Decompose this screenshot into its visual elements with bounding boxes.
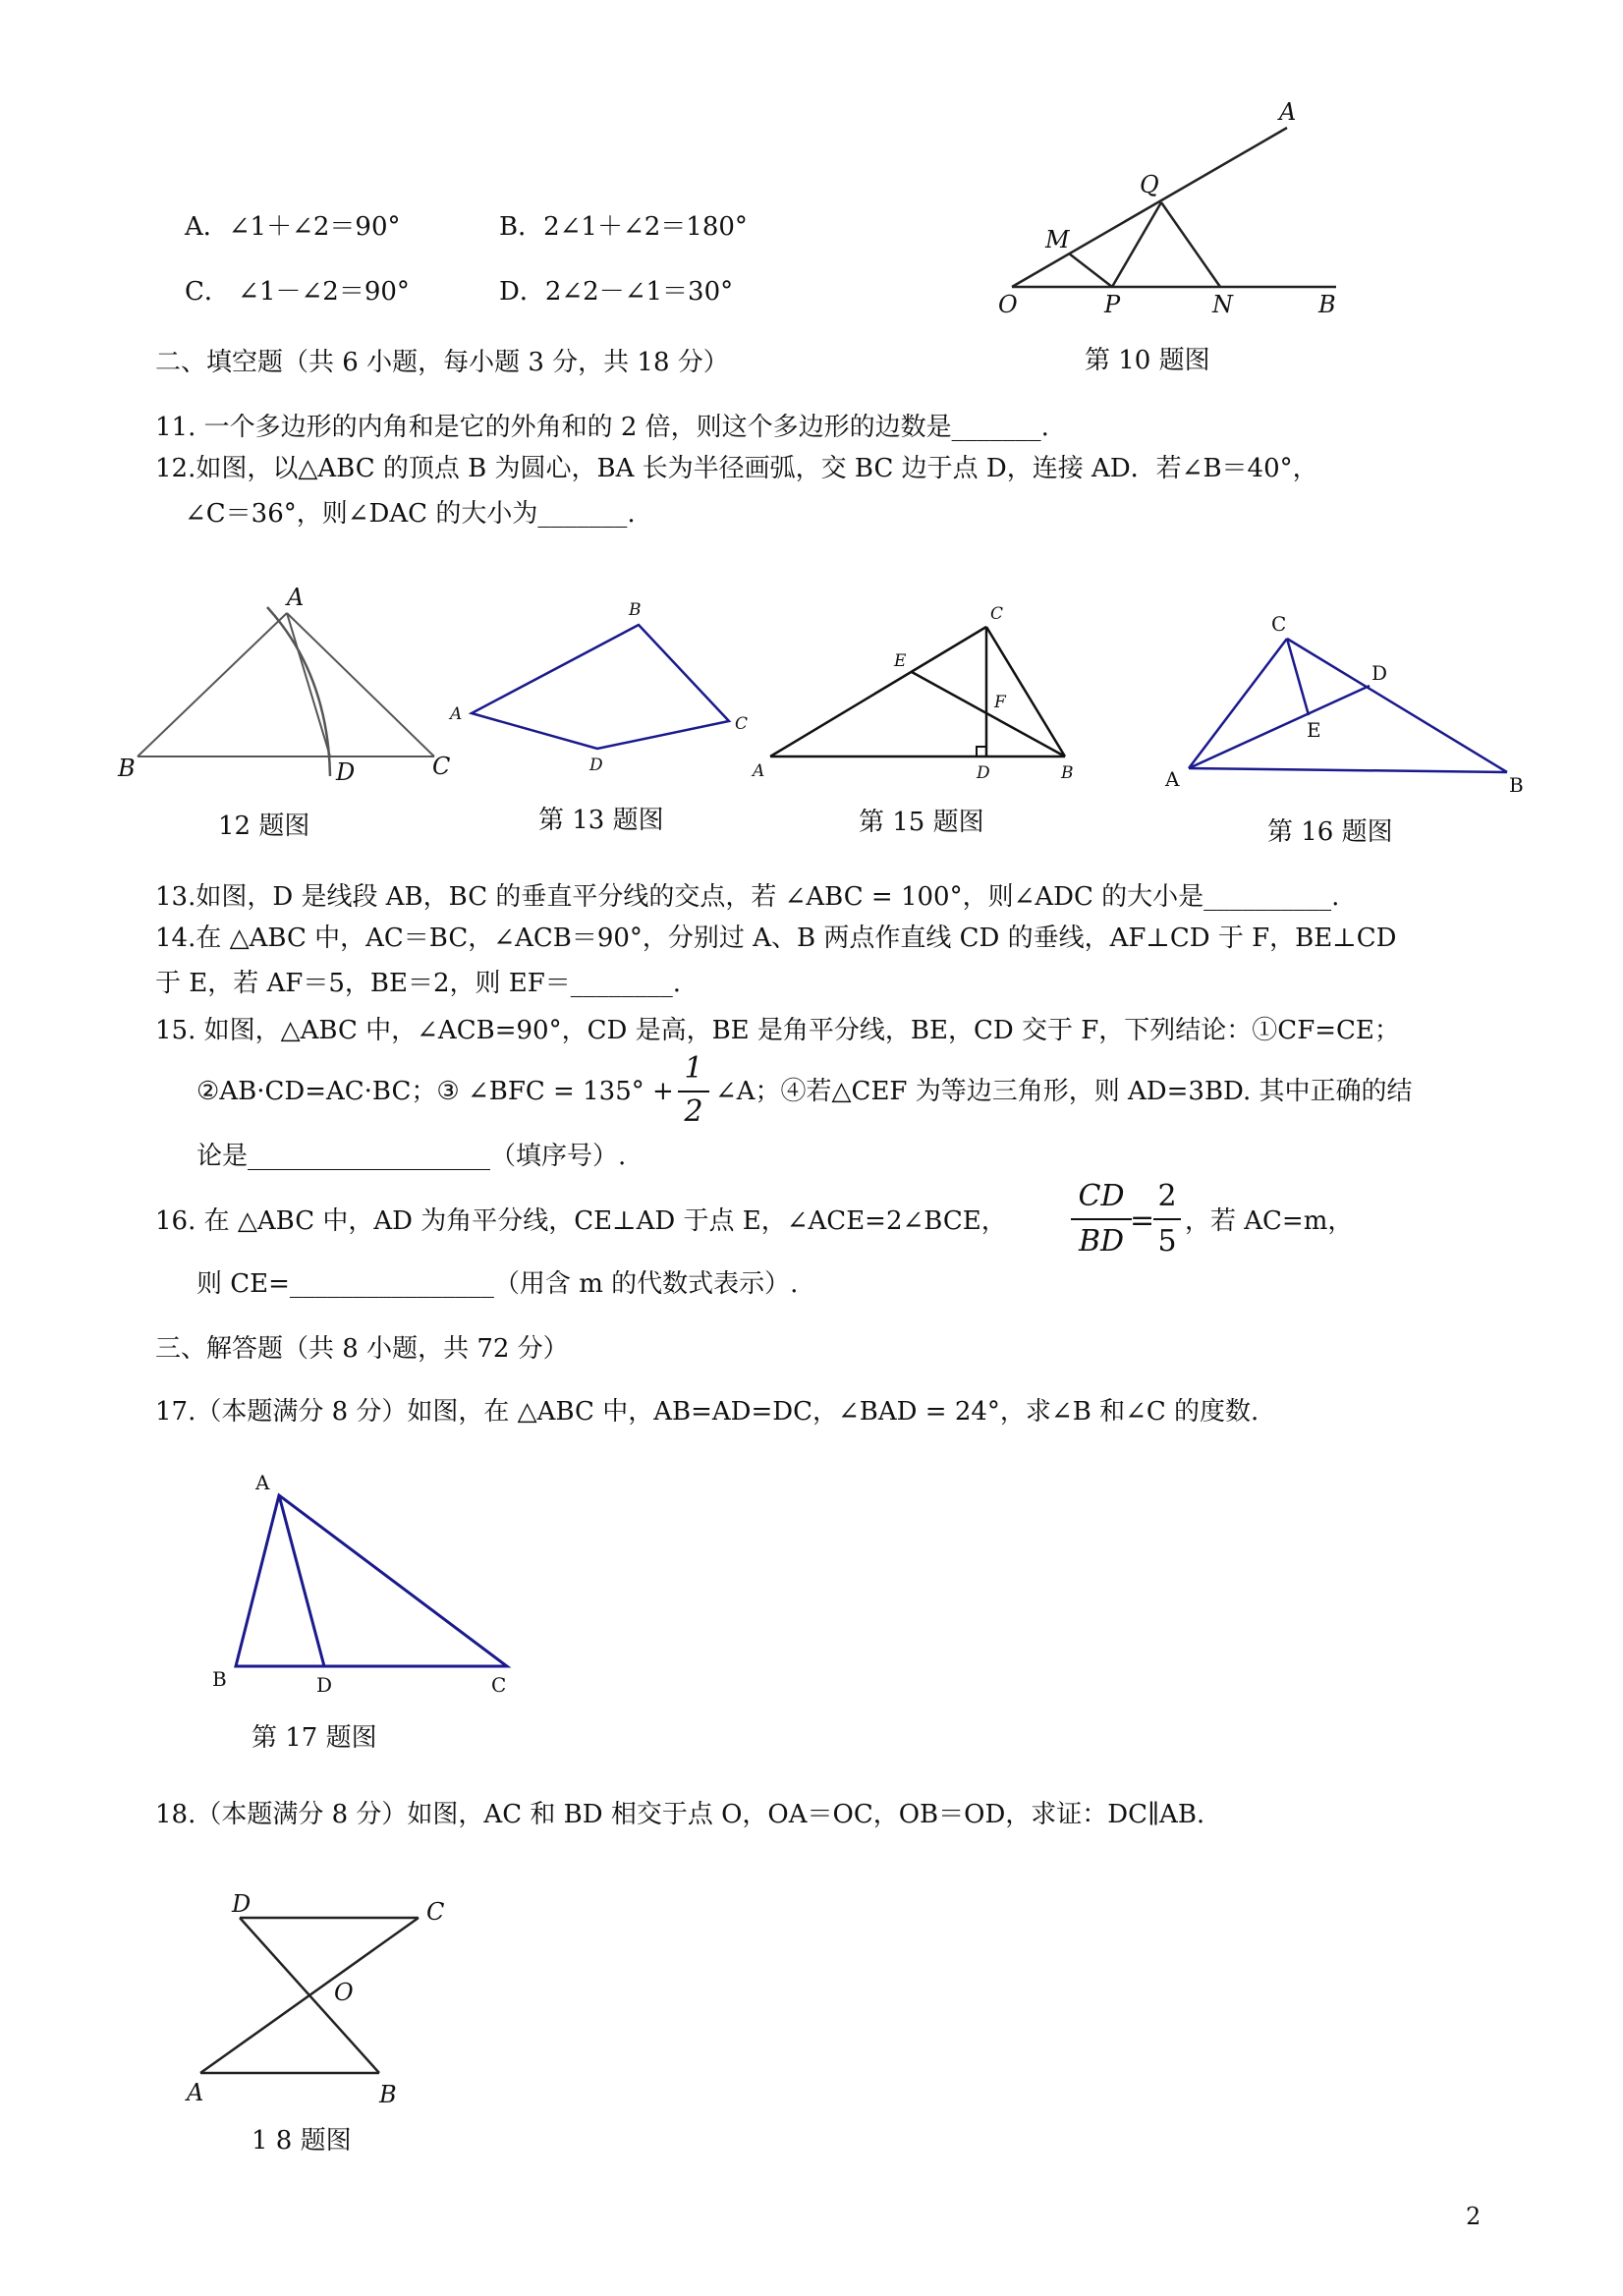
figure-10 xyxy=(992,98,1346,324)
label-o: O xyxy=(334,1979,354,2006)
figure-17 xyxy=(206,1464,521,1709)
label-b: B xyxy=(1318,291,1336,318)
caption-fig12: 12 题图 xyxy=(218,812,310,841)
label-c: C xyxy=(491,1673,507,1697)
q10-option-c: C． ∠1－∠2＝90° xyxy=(185,277,410,307)
question-12-line1: 12.如图，以△ABC 的顶点 B 为圆心，BA 长为半径画弧，交 BC 边于点 D，连接 AD．若∠B＝40°， xyxy=(155,454,1318,483)
label-a: A xyxy=(187,2079,204,2106)
label-d: D xyxy=(589,756,603,775)
label-a: A xyxy=(753,761,765,781)
figure-18 xyxy=(177,1886,491,2112)
question-12-line2: ∠C＝36°，则∠DAC 的大小为_______. xyxy=(185,499,636,529)
label-b: B xyxy=(1509,773,1524,797)
segment-qn xyxy=(1161,202,1220,287)
question-16-line2: 则 CE=________________（用含 m 的代数式表示）. xyxy=(196,1269,799,1299)
label-e: E xyxy=(1307,718,1321,742)
question-13: 13.如图，D 是线段 AB，BC 的垂直平分线的交点，若 ∠ABC = 100°，则∠ADC 的大小是__________. xyxy=(155,882,1340,912)
label-d: D xyxy=(977,763,990,783)
figure-15 xyxy=(747,599,1081,796)
question-14-line2: 于 E，若 AF＝5，BE＝2，则 EF＝________. xyxy=(155,969,682,998)
label-a: A xyxy=(255,1471,270,1494)
label-a: A xyxy=(450,704,463,724)
label-b: B xyxy=(1061,763,1074,783)
label-d: D xyxy=(316,1673,333,1697)
label-a: A xyxy=(287,584,305,611)
section-3-heading: 三、解答题（共 8 小题，共 72 分） xyxy=(155,1334,569,1364)
question-15-line2b: ∠A；④若△CEF 为等边三角形，则 AD=3BD. 其中正确的结 xyxy=(715,1077,1413,1106)
ray-oa xyxy=(1012,128,1287,287)
label-c: C xyxy=(432,753,451,780)
q10-option-b: B．2∠1＋∠2＝180° xyxy=(499,212,748,242)
label-n: N xyxy=(1212,291,1233,318)
label-c: C xyxy=(426,1898,445,1926)
label-o: O xyxy=(998,291,1018,318)
fraction-two-fifths-numerator: 2 xyxy=(1157,1179,1177,1213)
question-15-line2a: ②AB·CD=AC·BC；③ ∠BFC = 135° + xyxy=(196,1077,674,1106)
caption-fig13: 第 13 题图 xyxy=(538,806,664,835)
fraction-half-denominator: 2 xyxy=(684,1094,703,1129)
question-16-line1b: ，若 AC=m， xyxy=(1185,1206,1354,1236)
caption-fig17: 第 17 题图 xyxy=(252,1723,377,1753)
fraction-cd-bd-denominator: BD xyxy=(1078,1224,1125,1259)
question-14-line1: 14.在 △ABC 中，AC＝BC，∠ACB＝90°，分别过 A、B 两点作直线 CD 的垂线，AF⊥CD 于 F，BE⊥CD xyxy=(155,924,1397,953)
label-d: D xyxy=(232,1890,252,1918)
label-b: B xyxy=(379,2081,397,2108)
label-b: B xyxy=(118,755,136,782)
label-p: P xyxy=(1104,291,1121,318)
label-e: E xyxy=(894,651,907,671)
label-q: Q xyxy=(1140,171,1159,198)
fraction-bar xyxy=(678,1091,709,1092)
label-b: B xyxy=(629,600,642,620)
question-15-line1: 15. 如图，△ABC 中，∠ACB=90°，CD 是高，BE 是角平分线，BE，CD 交于 F，下列结论：①CF=CE； xyxy=(155,1016,1400,1045)
question-16-line1a: 16. 在 △ABC 中，AD 为角平分线，CE⊥AD 于点 E，∠ACE=2∠BCE， xyxy=(155,1206,1007,1236)
question-15-line3: 论是___________________（填序号）. xyxy=(196,1142,627,1171)
section-2-heading: 二、填空题（共 6 小题，每小题 3 分，共 18 分） xyxy=(155,348,729,377)
caption-fig16: 第 16 题图 xyxy=(1267,817,1393,847)
fraction-half-numerator: 1 xyxy=(684,1051,703,1086)
equals-sign: = xyxy=(1130,1204,1155,1238)
page-number: 2 xyxy=(1466,2203,1482,2230)
q10-option-a: A．∠1＋∠2＝90° xyxy=(185,212,401,242)
label-d: D xyxy=(1371,661,1388,685)
label-a: A xyxy=(1165,767,1180,791)
figure-16 xyxy=(1159,609,1533,806)
label-c: C xyxy=(1271,612,1287,636)
caption-fig18: 1 8 题图 xyxy=(252,2126,352,2156)
question-11: 11. 一个多边形的内角和是它的外角和的 2 倍，则这个多边形的边数是_______. xyxy=(155,413,1049,442)
label-c: C xyxy=(735,714,749,734)
label-a: A xyxy=(1279,98,1297,126)
label-d: D xyxy=(336,758,356,786)
figure-12 xyxy=(108,580,452,796)
fraction-bar xyxy=(1153,1218,1181,1220)
q10-option-d: D．2∠2－∠1＝30° xyxy=(499,277,734,307)
question-18: 18.（本题满分 8 分）如图，AC 和 BD 相交于点 O，OA＝OC，OB＝OD，求证：DC∥AB. xyxy=(155,1800,1205,1829)
label-f: F xyxy=(994,693,1006,712)
segment-mp xyxy=(1069,253,1112,287)
label-b: B xyxy=(212,1667,227,1691)
question-17: 17.（本题满分 8 分）如图，在 △ABC 中，AB=AD=DC，∠BAD = 24°，求∠B 和∠C 的度数. xyxy=(155,1397,1259,1427)
figure-13 xyxy=(442,589,756,786)
fraction-cd-bd-numerator: CD xyxy=(1078,1179,1125,1213)
fraction-two-fifths-denominator: 5 xyxy=(1157,1224,1177,1259)
caption-fig15: 第 15 题图 xyxy=(859,808,984,837)
fraction-bar xyxy=(1071,1218,1132,1220)
caption-fig10: 第 10 题图 xyxy=(1085,346,1210,375)
label-c: C xyxy=(990,604,1004,624)
label-m: M xyxy=(1045,226,1070,253)
